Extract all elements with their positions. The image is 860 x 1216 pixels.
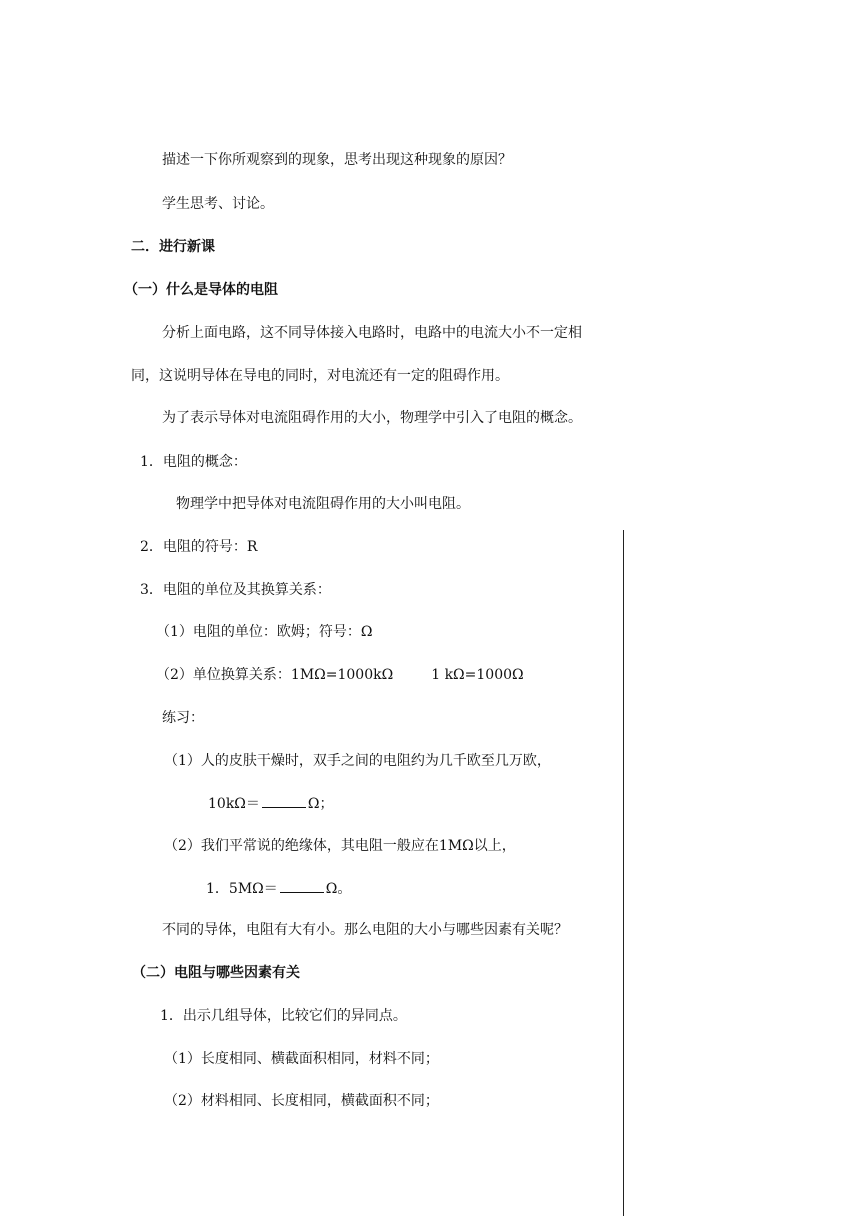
exercise-2-answer: 1．5MΩ＝ Ω。 bbox=[206, 878, 351, 899]
conversion-kilo: 1 kΩ=1000Ω bbox=[431, 667, 524, 683]
item-unit-conversion bbox=[156, 665, 524, 685]
exercise-label: 练习： bbox=[162, 710, 204, 726]
paragraph-observe: 描述一下你所观察到的现象，思考出现这种现象的原因？ bbox=[162, 152, 512, 168]
answer-blank bbox=[262, 793, 306, 808]
paragraph-discuss: 学生思考、讨论。 bbox=[162, 196, 274, 212]
item-symbol: 2．电阻的符号：R bbox=[140, 539, 258, 555]
definition-resistance: 物理学中把导体对电流阻碍作用的大小叫电阻。 bbox=[176, 496, 470, 512]
item-concept: 1．电阻的概念： bbox=[140, 454, 247, 470]
item-unit-name: （1）电阻的单位：欧姆；符号：Ω bbox=[156, 624, 373, 640]
exercise-2-text: （2）我们平常说的绝缘体，其电阻一般应在1MΩ以上， bbox=[164, 838, 516, 854]
section-heading-new-lesson: 二．进行新课 bbox=[131, 239, 215, 255]
answer-blank bbox=[280, 878, 324, 893]
subsection-heading-resistance: （一）什么是导体的电阻 bbox=[124, 282, 278, 298]
paragraph-factors-question: 不同的导体，电阻有大有小。那么电阻的大小与哪些因素有关呢？ bbox=[162, 922, 568, 938]
item-case-material: （1）长度相同、横截面积相同，材料不同； bbox=[164, 1051, 439, 1067]
item-show-conductors: 1．出示几组导体，比较它们的异同点。 bbox=[160, 1008, 407, 1024]
conversion-mega: （2）单位换算关系：1MΩ=1000kΩ bbox=[156, 667, 394, 683]
subsection-heading-factors: （二）电阻与哪些因素有关 bbox=[132, 965, 300, 981]
exercise-1-text: （1）人的皮肤干燥时，双手之间的电阻约为几千欧至几万欧， bbox=[164, 753, 551, 769]
paragraph-analysis-line2: 同，这说明导体在导电的同时，对电流还有一定的阻碍作用。 bbox=[131, 368, 509, 384]
item-unit: 3．电阻的单位及其换算关系： bbox=[140, 582, 331, 598]
margin-divider-line bbox=[623, 530, 624, 1216]
item-case-area: （2）材料相同、长度相同，横截面积不同； bbox=[164, 1093, 439, 1109]
paragraph-analysis-line1: 分析上面电路，这不同导体接入电路时，电路中的电流大小不一定相 bbox=[162, 325, 582, 341]
paragraph-concept-intro: 为了表示导体对电流阻碍作用的大小，物理学中引入了电阻的概念。 bbox=[162, 410, 582, 426]
exercise-1-answer: 10kΩ＝ Ω； bbox=[208, 793, 334, 814]
